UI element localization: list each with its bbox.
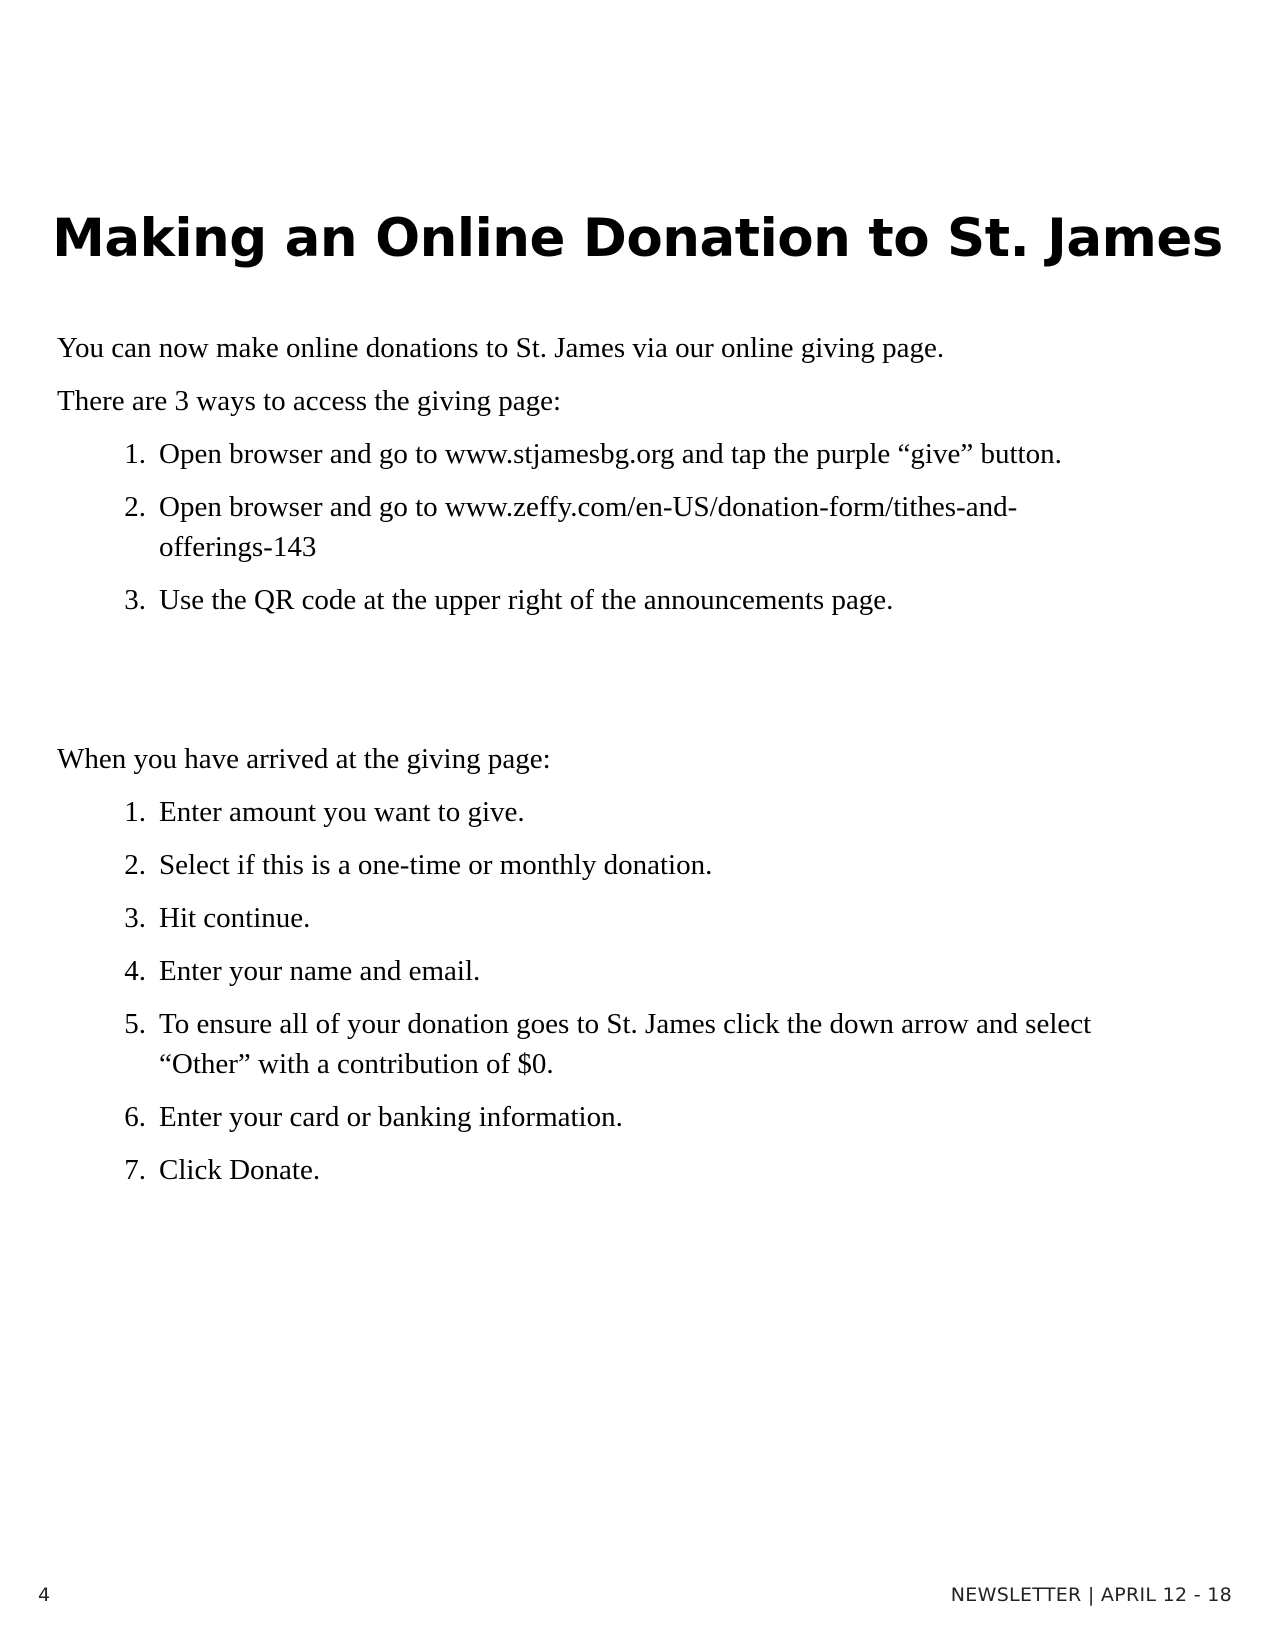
intro-line-2: There are 3 ways to access the giving page: — [57, 385, 562, 417]
footer-newsletter-label: NEWSLETTER | APRIL 12 - 18 — [950, 1584, 1232, 1606]
list-item-number: 4. — [124, 955, 146, 987]
list-item-text: Select if this is a one-time or monthly donation. — [159, 849, 713, 881]
list-item-text: Use the QR code at the upper right of the announcements page. — [159, 584, 894, 616]
list-item-text: Hit continue. — [159, 902, 311, 934]
list-item-text: Enter amount you want to give. — [159, 796, 525, 828]
list-item-text: Open browser and go to www.zeffy.com/en-US/donation-form/tithes-and-offerings-143 — [159, 491, 1018, 563]
list-item-number: 6. — [124, 1101, 146, 1133]
list-item-text: Open browser and go to www.stjamesbg.org and tap the purple “give” button. — [159, 438, 1062, 470]
list-item-text: To ensure all of your donation goes to St. James click the down arrow and select “Other” with a contribution of $0. — [159, 1008, 1092, 1080]
giving-intro: When you have arrived at the giving page: — [57, 743, 551, 775]
list-item-number: 3. — [124, 902, 146, 934]
list-item-text: Click Donate. — [159, 1154, 321, 1186]
list-item-text: Enter your card or banking information. — [159, 1101, 623, 1133]
list-item-number: 5. — [124, 1008, 146, 1040]
list-item-number: 2. — [124, 491, 146, 523]
list-item-number: 2. — [124, 849, 146, 881]
list-item-number: 1. — [124, 796, 146, 828]
list-item-number: 1. — [124, 438, 146, 470]
list-item-number: 7. — [124, 1154, 146, 1186]
intro-line-1: You can now make online donations to St. James via our online giving page. — [57, 332, 945, 364]
page-number: 4 — [38, 1584, 51, 1606]
list-item-text: Enter your name and email. — [159, 955, 481, 987]
page-title: Making an Online Donation to St. James — [52, 208, 1223, 269]
list-item-number: 3. — [124, 584, 146, 616]
